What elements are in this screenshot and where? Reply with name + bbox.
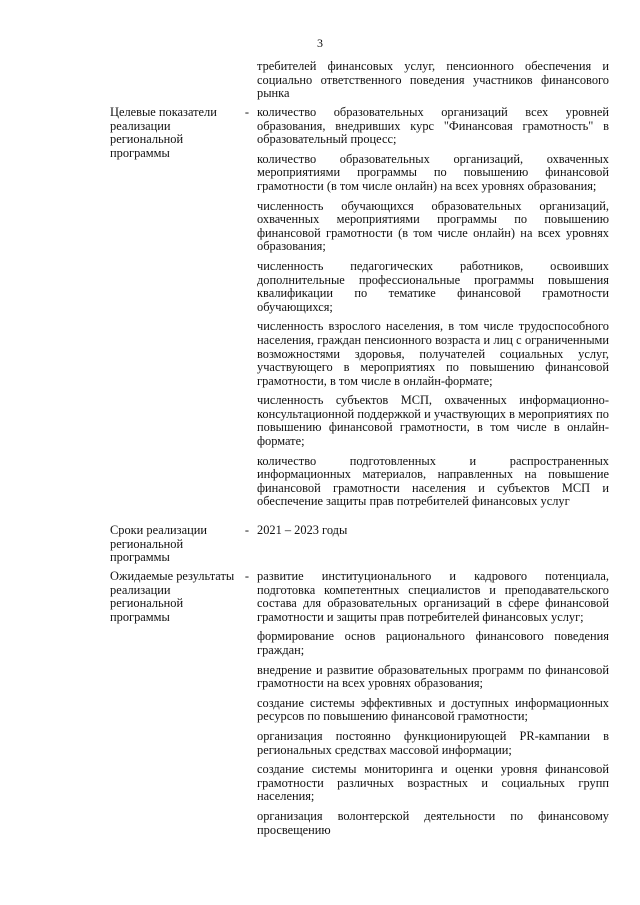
section-content — [257, 524, 609, 538]
section-dash: - — [244, 523, 250, 537]
list-item: численность субъектов МСП, охваченных информационно-консультационной поддержкой и участвующих в мероприятиях по повышению финансовой грамотности, в том числе в онлайн-формате; — [257, 393, 609, 449]
list-item: развитие институционального и кадрового потенциала, подготовка компетентных специалистов и преподавательского состава для образовательных организаций в сфере финансовой грамотности и защиты прав потребителей финансовых услуг; — [257, 569, 609, 624]
section-dash: - — [244, 569, 250, 583]
list-item: организация волонтерской деятельности по финансовому просвещению — [257, 808, 609, 837]
list-item: создание системы эффективных и доступных информационных ресурсов по повышению финансовой грамотности; — [257, 695, 609, 724]
continuation-paragraph: требителей финансовых услуг, пенсионного обеспечения и социально ответственного поведения участников финансового рынка — [257, 59, 609, 101]
list-item: внедрение и развитие образовательных программ по финансовой грамотности на всех уровнях образования; — [257, 662, 609, 691]
section-content — [257, 106, 609, 509]
list-item: численность обучающихся образовательных организаций, охваченных мероприятиями программы по повышению финансовой грамотности (в том числе онлайн) на всех уровнях образования; — [257, 198, 609, 254]
list-item: численность педагогических работников, освоивших дополнительные профессиональные программы повышения квалификации по тематике финансовой грамотности обучающихся; — [257, 258, 609, 314]
list-item: количество образовательных организаций, охваченных мероприятиями программы по повышению финансовой грамотности (в том числе онлайн) на всех уровнях образования; — [257, 151, 609, 193]
section-dash: - — [244, 105, 250, 119]
section-label: Ожидаемые результаты реализации региональной программы — [110, 569, 235, 624]
section-label: Сроки реализации региональной программы — [110, 523, 207, 565]
section-label: Целевые показатели реализации региональной программы — [110, 105, 217, 160]
list-item: количество образовательных организаций всех уровней образования, внедривших курс "Финансовая грамотность" в образовательный процесс; — [257, 105, 609, 147]
list-item: 2021 – 2023 годы — [257, 523, 348, 537]
list-item: количество подготовленных и распространенных информационных материалов, направленных на повышение финансовой грамотности населения и субъектов МСП и обеспечение защиты прав потребителей финансовых услуг — [257, 453, 609, 509]
section-content — [257, 570, 609, 837]
list-item: организация постоянно функционирующей PR-кампании в региональных средствах массовой информации; — [257, 728, 609, 757]
list-item: численность взрослого населения, в том числе трудоспособного населения, граждан пенсионного возраста и лиц с ограниченными возможностями здоровья, получателей социальных услуг, участвующего в мероприятиях по повышению финансовой грамотности, в том числе в онлайн-формате; — [257, 319, 609, 388]
list-item: формирование основ рационального финансового поведения граждан; — [257, 629, 609, 657]
page-number: 3 — [317, 36, 323, 50]
list-item: создание системы мониторинга и оценки уровня финансовой грамотности различных возрастных и социальных групп населения; — [257, 762, 609, 804]
